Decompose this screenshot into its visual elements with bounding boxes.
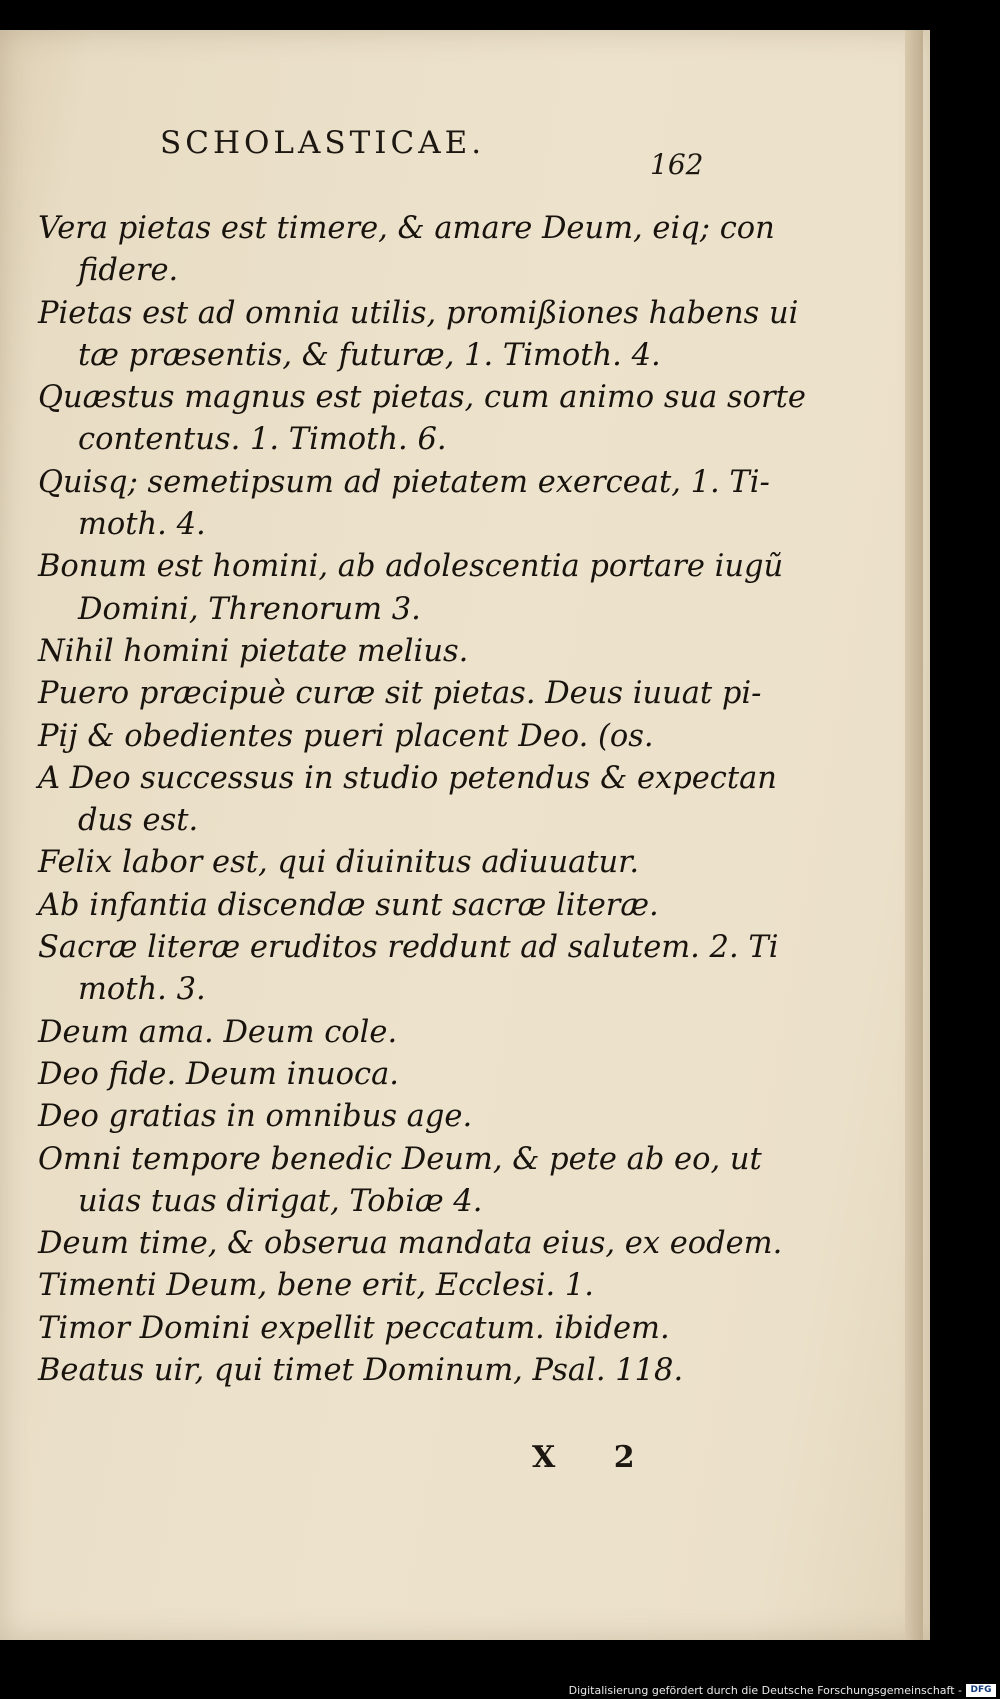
page-edge <box>905 30 923 1640</box>
text-line: Omni tempore benedic Deum, & pete ab eo, ut <box>38 1141 762 1177</box>
text-line: fidere. <box>78 253 179 289</box>
text-line: Timor Domini expellit peccatum. ibidem. <box>38 1310 670 1346</box>
text-line: Bonum est homini, ab adolescentia portare iugũ <box>38 549 784 585</box>
page-number: 162 <box>650 148 704 181</box>
text-line: Nihil homini pietate melius. <box>38 633 469 669</box>
text-line: contentus. 1. Timoth. 6. <box>78 422 447 458</box>
text-line: Beatus uir, qui timet Dominum, Psal. 118. <box>38 1353 684 1389</box>
text-line: Deum time, & obserua mandata eius, ex eodem. <box>38 1226 783 1262</box>
text-line: Quisq; semetipsum ad pietatem exerceat, 1. Ti- <box>38 464 770 500</box>
text-line: Sacræ literæ eruditos reddunt ad salutem. 2. Ti <box>38 930 779 966</box>
text-line: Quæstus magnus est pietas, cum animo sua sorte <box>38 380 806 416</box>
footer-bar <box>0 1682 1000 1699</box>
text-line: Deum ama. Deum cole. <box>38 1014 398 1050</box>
text-block <box>38 208 806 1392</box>
signature-mark: X 2 <box>532 1440 659 1475</box>
text-line: uias tuas dirigat, Tobiæ 4. <box>78 1183 483 1219</box>
text-line: A Deo successus in studio petendus & expectan <box>38 760 777 796</box>
text-line: dus est. <box>78 803 199 839</box>
text-line: Vera pietas est timere, & amare Deum, eiq; con <box>38 211 775 246</box>
text-line: Ab infantia discendæ sunt sacræ literæ. <box>38 887 659 923</box>
running-title: SCHOLASTICAE. <box>160 125 486 161</box>
text-line: Puero præcipuè curæ sit pietas. Deus iuuat pi- <box>38 676 762 712</box>
dfg-logo: DFG <box>966 1684 996 1697</box>
text-line: moth. 4. <box>78 507 206 543</box>
text-line: Pietas est ad omnia utilis, promißiones habens ui <box>38 295 799 331</box>
text-line: tæ præsentis, & futuræ, 1. Timoth. 4. <box>78 337 661 373</box>
text-line: Felix labor est, qui diuinitus adiuuatur. <box>38 845 640 881</box>
text-line: moth. 3. <box>78 972 206 1008</box>
text-line: Pij & obedientes pueri placent Deo. (os. <box>38 718 654 754</box>
footer-credit: Digitalisierung gefördert durch die Deutsche Forschungsgemeinschaft - <box>568 1684 962 1697</box>
text-line: Deo fide. Deum inuoca. <box>38 1056 399 1092</box>
text-line: Domini, Threnorum 3. <box>78 591 421 627</box>
text-line: Timenti Deum, bene erit, Ecclesi. 1. <box>38 1268 594 1304</box>
text-line: Deo gratias in omnibus age. <box>38 1099 473 1135</box>
